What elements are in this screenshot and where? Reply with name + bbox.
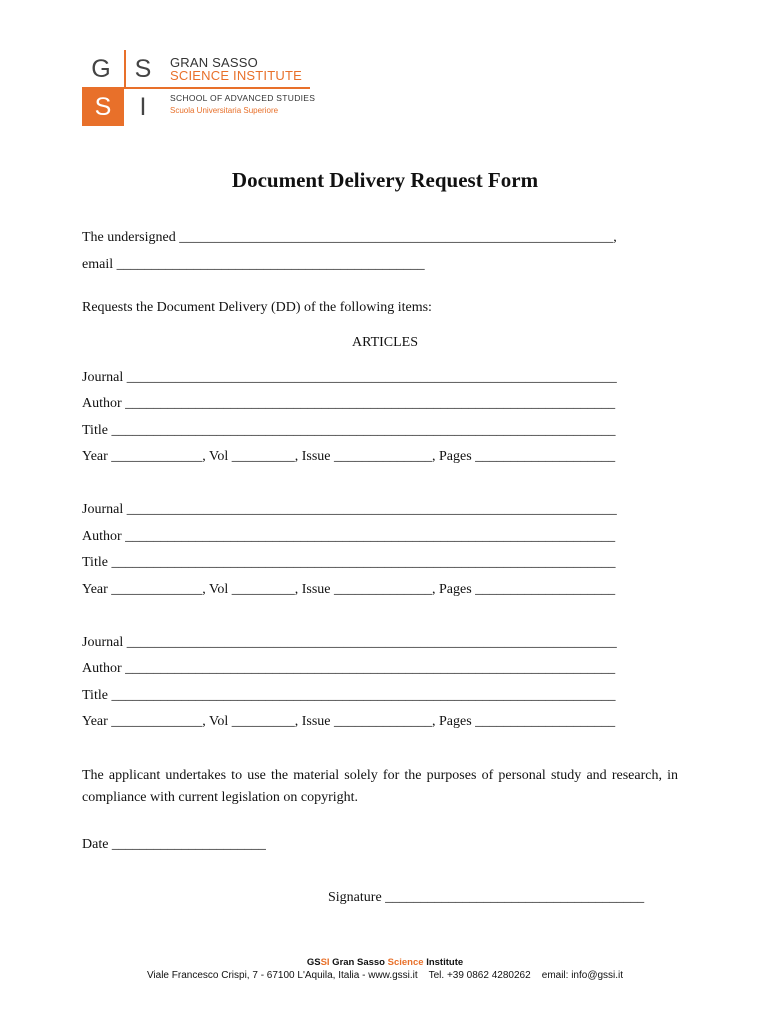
logo-text-gran-sasso: GRAN SASSO bbox=[170, 55, 258, 70]
logo-letter-s-orange: S bbox=[82, 88, 124, 126]
article-1-journal-field[interactable]: Journal ______________________________________________________________________ bbox=[82, 370, 617, 385]
undertaking-paragraph: The applicant undertakes to use the material solely for the purposes of personal study and research, in compliance with current legislation on copyright. bbox=[82, 768, 678, 805]
section-articles-heading: ARTICLES bbox=[351, 335, 419, 350]
footer-address: Viale Francesco Crispi, 7 - 67100 L'Aquila, Italia - www.gssi.it Tel. +39 0862 4280262 email: info@gssi.it bbox=[146, 970, 624, 981]
article-1-author-field[interactable]: Author ______________________________________________________________________ bbox=[82, 396, 616, 411]
article-1-title-field[interactable]: Title ________________________________________________________________________ bbox=[82, 423, 616, 438]
undersigned-field[interactable]: The undersigned ______________________________________________________________, bbox=[82, 230, 617, 245]
logo-text-scuola: Scuola Universitaria Superiore bbox=[170, 106, 279, 115]
logo-letter-g: G bbox=[91, 55, 111, 83]
footer-science: Science bbox=[387, 957, 424, 968]
article-3-title-field[interactable]: Title ________________________________________________________________________ bbox=[82, 688, 616, 703]
signature-field[interactable]: Signature _____________________________________ bbox=[328, 890, 645, 905]
article-2-journal-field[interactable]: Journal ______________________________________________________________________ bbox=[82, 502, 617, 517]
footer-gran-sasso: Gran Sasso bbox=[329, 957, 388, 968]
article-3-year-vol-issue-pages-field[interactable]: Year _____________, Vol _________, Issue ______________, Pages ____________________ bbox=[82, 714, 616, 729]
article-2-year-vol-issue-pages-field[interactable]: Year _____________, Vol _________, Issue ______________, Pages ____________________ bbox=[82, 582, 616, 597]
logo-letter-s: S bbox=[134, 55, 152, 83]
footer-gs: GS bbox=[306, 957, 321, 968]
footer-si: SI bbox=[320, 957, 330, 968]
request-text: Requests the Document Delivery (DD) of the following items: bbox=[82, 300, 432, 315]
logo-text-school: SCHOOL OF ADVANCED STUDIES bbox=[170, 93, 316, 103]
date-field[interactable]: Date ______________________ bbox=[82, 837, 266, 852]
logo-letter-i: I bbox=[139, 93, 147, 121]
gssi-logo bbox=[82, 50, 322, 126]
logo-text-science-institute: SCIENCE INSTITUTE bbox=[170, 68, 302, 83]
footer-institute-name bbox=[0, 957, 770, 968]
article-3-journal-field[interactable]: Journal ______________________________________________________________________ bbox=[82, 635, 617, 650]
article-1-year-vol-issue-pages-field[interactable]: Year _____________, Vol _________, Issue ______________, Pages ____________________ bbox=[82, 449, 616, 464]
form-title: Document Delivery Request Form bbox=[231, 168, 539, 192]
article-2-author-field[interactable]: Author ______________________________________________________________________ bbox=[82, 529, 616, 544]
footer-institute: Institute bbox=[423, 957, 464, 968]
email-field[interactable]: email ____________________________________________ bbox=[82, 257, 425, 272]
article-3-author-field[interactable]: Author ______________________________________________________________________ bbox=[82, 661, 616, 676]
logo-divider-vertical bbox=[124, 50, 126, 88]
article-2-title-field[interactable]: Title ________________________________________________________________________ bbox=[82, 555, 616, 570]
